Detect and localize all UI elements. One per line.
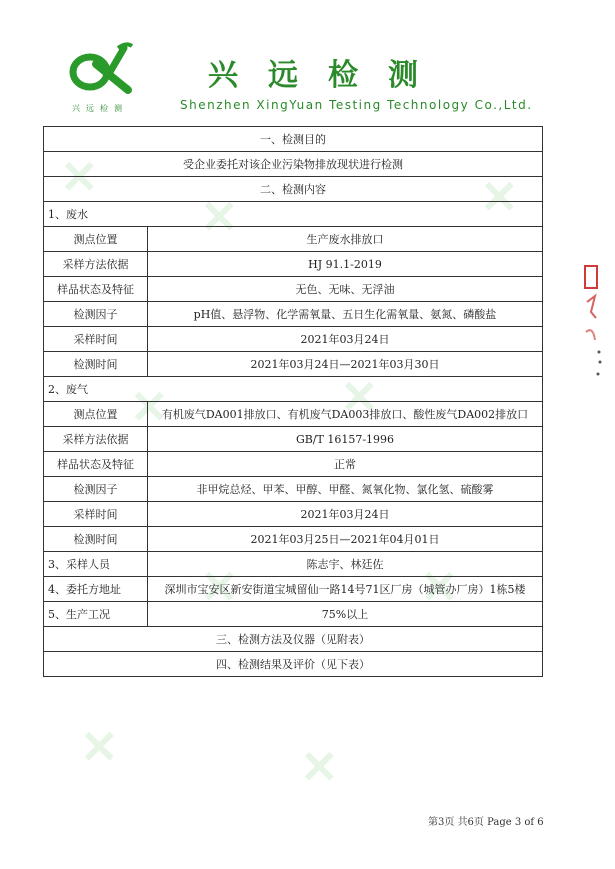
- section-row: [44, 652, 543, 677]
- section-row: [44, 627, 543, 652]
- row-label: 样品状态及特征: [44, 452, 148, 477]
- company-logo-icon: [66, 42, 136, 94]
- row-value: HJ 91.1-2019: [148, 252, 543, 277]
- watermark-logo: ✕: [60, 150, 99, 204]
- row-value: 生产废水排放口: [148, 227, 543, 252]
- table-row: [44, 602, 543, 627]
- table-row: [44, 552, 543, 577]
- table-row: [44, 527, 543, 552]
- section-row: [44, 152, 543, 177]
- category-heading: 2、废气: [44, 377, 543, 402]
- section-title: 二、检测内容: [44, 177, 543, 202]
- category-row: [44, 202, 543, 227]
- section-title: 三、检测方法及仪器（见附表）: [44, 627, 543, 652]
- category-heading: 1、废水: [44, 202, 543, 227]
- row-value: 2021年03月24日—2021年03月30日: [148, 352, 543, 377]
- row-value: 陈志宇、林廷佐: [148, 552, 543, 577]
- table-row: [44, 252, 543, 277]
- row-value: 2021年03月24日: [148, 502, 543, 527]
- report-table: [43, 126, 543, 677]
- table-row: [44, 277, 543, 302]
- section-title: 四、检测结果及评价（见下表）: [44, 652, 543, 677]
- section-title: 一、检测目的: [44, 127, 543, 152]
- section-row: [44, 177, 543, 202]
- table-row: [44, 302, 543, 327]
- row-value: 非甲烷总烃、甲苯、甲醇、甲醛、氮氧化物、氯化氢、硫酸雾: [148, 477, 543, 502]
- table-row: [44, 402, 543, 427]
- row-value: GB/T 16157-1996: [148, 427, 543, 452]
- table-row: [44, 227, 543, 252]
- row-label: 样品状态及特征: [44, 277, 148, 302]
- purpose-text: 受企业委托对该企业污染物排放现状进行检测: [44, 152, 543, 177]
- row-value: 正常: [148, 452, 543, 477]
- table-row: [44, 477, 543, 502]
- row-value: 无色、无味、无浮油: [148, 277, 543, 302]
- row-label: 3、采样人员: [44, 552, 148, 577]
- row-label: 采样时间: [44, 502, 148, 527]
- row-label: 测点位置: [44, 402, 148, 427]
- row-label: 采样方法依据: [44, 252, 148, 277]
- watermark-logo: ✕: [80, 720, 119, 774]
- row-label: 4、委托方地址: [44, 577, 148, 602]
- row-value: 深圳市宝安区新安街道宝城留仙一路14号71区厂房（城管办厂房）1栋5楼: [148, 577, 543, 602]
- logo-caption: 兴远检测: [72, 104, 128, 113]
- watermark-logo: ✕: [200, 190, 239, 244]
- row-value: 有机废气DA001排放口、有机废气DA003排放口、酸性废气DA002排放口: [148, 402, 543, 427]
- company-name-english: Shenzhen XingYuan Testing Technology Co.,Ltd.: [180, 98, 533, 112]
- watermark-logo: ✕: [420, 560, 459, 614]
- row-label: 采样方法依据: [44, 427, 148, 452]
- table-row: [44, 577, 543, 602]
- watermark-logo: ✕: [480, 170, 519, 224]
- edge-seal-stamp-icon: [583, 262, 611, 382]
- row-label: 检测因子: [44, 302, 148, 327]
- row-label: 检测因子: [44, 477, 148, 502]
- table-row: [44, 427, 543, 452]
- watermark-logo: ✕: [130, 380, 169, 434]
- page-number: 第3页 共6页 Page 3 of 6: [428, 817, 544, 828]
- table-row: [44, 327, 543, 352]
- row-value: 2021年03月25日—2021年04月01日: [148, 527, 543, 552]
- row-value: pH值、悬浮物、化学需氧量、五日生化需氧量、氨氮、磷酸盐: [148, 302, 543, 327]
- table-row: [44, 352, 543, 377]
- row-label: 检测时间: [44, 527, 148, 552]
- watermark-logo: ✕: [340, 370, 379, 424]
- section-row: [44, 127, 543, 152]
- company-name-chinese: 兴远检测: [208, 58, 448, 93]
- row-label: 5、生产工况: [44, 602, 148, 627]
- category-row: [44, 377, 543, 402]
- watermark-logo: ✕: [300, 740, 339, 794]
- report-header: [0, 0, 615, 125]
- row-label: 测点位置: [44, 227, 148, 252]
- row-label: 采样时间: [44, 327, 148, 352]
- watermark-logo: ✕: [200, 560, 239, 614]
- table-row: [44, 502, 543, 527]
- row-value: 2021年03月24日: [148, 327, 543, 352]
- row-label: 检测时间: [44, 352, 148, 377]
- row-value: 75%以上: [148, 602, 543, 627]
- table-row: [44, 452, 543, 477]
